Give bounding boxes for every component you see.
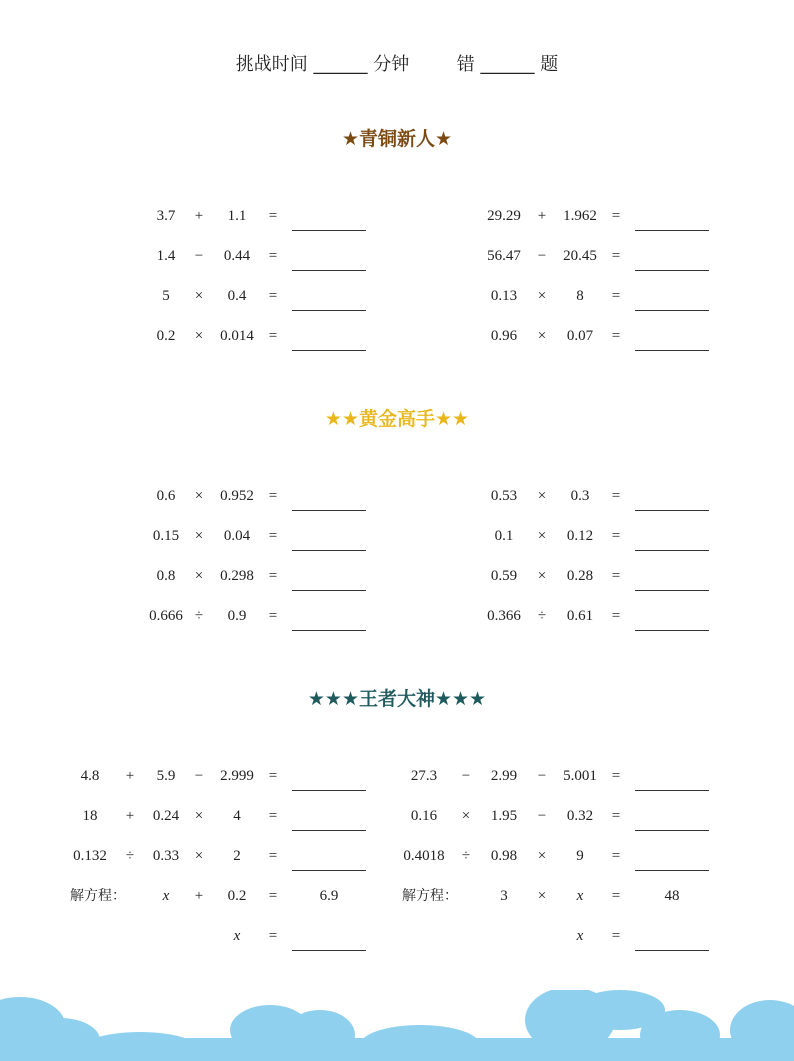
gold-left-answer-4[interactable] (292, 630, 366, 631)
gold-right-row2-term2: × (537, 528, 547, 544)
section-title-gold: ★★黄金高手★★ (324, 408, 470, 430)
king-right-answer-2[interactable] (635, 830, 709, 831)
bronze-left-row2-term2: − (194, 248, 204, 264)
bronze-left-row2-term3: 0.44 (223, 248, 251, 264)
bronze-left-row3-term4: = (268, 288, 278, 304)
gold-right-row1-term4: = (611, 488, 621, 504)
cloud-decoration (0, 990, 794, 1061)
bronze-right-row1-term4: = (611, 208, 621, 224)
bronze-left-row1-term3: 1.1 (227, 208, 247, 224)
bronze-left-row1-term4: = (268, 208, 278, 224)
king-left-answer-3[interactable] (292, 870, 366, 871)
king-left-row1-term4: − (194, 768, 204, 784)
bronze-right-row3-term1: 0.13 (490, 288, 518, 304)
king-left-answer-2[interactable] (292, 830, 366, 831)
bronze-right-row4-term1: 0.96 (490, 328, 518, 344)
bronze-right-answer-1[interactable] (635, 230, 709, 231)
bronze-left-row4-term2: × (194, 328, 204, 344)
gold-left-row3-term2: × (194, 568, 204, 584)
king-right-row2-term2: × (461, 808, 471, 824)
king-right-row2-term6: = (611, 808, 621, 824)
king-right-row3-term1: 0.4018 (403, 848, 445, 864)
gold-left-row3-term1: 0.8 (156, 568, 176, 584)
gold-left-row2-term2: × (194, 528, 204, 544)
king-left-row1-term6: = (268, 768, 278, 784)
bronze-right-row1-term1: 29.29 (487, 208, 521, 224)
gold-right-row3-term4: = (611, 568, 621, 584)
equation-left-op: + (194, 888, 204, 904)
king-right-row2-term3: 1.95 (490, 808, 518, 824)
bronze-left-row4-term4: = (268, 328, 278, 344)
king-right-row1-term5: 5.001 (563, 768, 597, 784)
gold-left-row4-term1: 0.666 (149, 608, 183, 624)
king-right-row1-term2: − (461, 768, 471, 784)
equation-right-answer[interactable] (635, 950, 709, 951)
bronze-right-row1-term2: + (537, 208, 547, 224)
equation-right-equals: = (611, 888, 621, 904)
gold-right-answer-1[interactable] (635, 510, 709, 511)
bronze-right-row1-term3: 1.962 (563, 208, 597, 224)
bronze-right-answer-2[interactable] (635, 270, 709, 271)
king-left-row2-term3: 0.24 (152, 808, 180, 824)
gold-left-row1-term1: 0.6 (156, 488, 176, 504)
gold-right-row1-term3: 0.3 (570, 488, 590, 504)
gold-left-answer-1[interactable] (292, 510, 366, 511)
gold-left-row2-term4: = (268, 528, 278, 544)
gold-right-row4-term4: = (611, 608, 621, 624)
time-label: 挑战时间 (235, 54, 308, 75)
king-left-row2-term4: × (194, 808, 204, 824)
gold-right-row2-term3: 0.12 (566, 528, 594, 544)
king-right-row2-term5: 0.32 (566, 808, 594, 824)
challenge-header (0, 50, 794, 76)
section-title-bronze: ★青铜新人★ (341, 128, 453, 150)
bronze-left-row4-term1: 0.2 (156, 328, 176, 344)
gold-left-answer-2[interactable] (292, 550, 366, 551)
king-right-row1-term1: 27.3 (410, 768, 438, 784)
king-right-row1-term6: = (611, 768, 621, 784)
equation-right-label: 解方程： (402, 888, 458, 904)
equation-left-var: x (162, 888, 170, 904)
bronze-left-row2-term1: 1.4 (156, 248, 176, 264)
bronze-left-answer-2[interactable] (292, 270, 366, 271)
king-left-row1-term3: 5.9 (156, 768, 176, 784)
bronze-right-row2-term2: − (537, 248, 547, 264)
gold-left-row1-term3: 0.952 (220, 488, 254, 504)
gold-left-answer-3[interactable] (292, 590, 366, 591)
bronze-left-row3-term1: 5 (162, 288, 170, 304)
gold-right-row4-term3: 0.61 (566, 608, 594, 624)
gold-right-row4-term2: ÷ (537, 608, 547, 624)
bronze-right-row3-term3: 8 (576, 288, 584, 304)
gold-right-answer-2[interactable] (635, 550, 709, 551)
bronze-right-row2-term4: = (611, 248, 621, 264)
equation-left-solve-var: x (233, 928, 241, 944)
king-left-row1-term1: 4.8 (80, 768, 100, 784)
king-right-row3-term6: = (611, 848, 621, 864)
gold-right-row2-term1: 0.1 (494, 528, 514, 544)
king-left-row3-term1: 0.132 (73, 848, 107, 864)
bronze-right-row4-term2: × (537, 328, 547, 344)
king-right-row3-term2: ÷ (461, 848, 471, 864)
equation-right-op: × (537, 888, 547, 904)
gold-right-row2-term4: = (611, 528, 621, 544)
equation-right-solve-var: x (576, 928, 584, 944)
king-left-row3-term5: 2 (233, 848, 241, 864)
gold-right-row3-term2: × (537, 568, 547, 584)
gold-left-row1-term4: = (268, 488, 278, 504)
king-right-row3-term5: 9 (576, 848, 584, 864)
question-label: 题 (540, 54, 559, 75)
king-left-row2-term6: = (268, 808, 278, 824)
wrong-blank[interactable]: ______ (480, 54, 535, 75)
king-left-row3-term4: × (194, 848, 204, 864)
bronze-left-answer-1[interactable] (292, 230, 366, 231)
equation-left-answer[interactable] (292, 950, 366, 951)
bronze-left-row3-term3: 0.4 (227, 288, 247, 304)
gold-left-row4-term2: ÷ (194, 608, 204, 624)
equation-left-label: 解方程： (70, 888, 126, 904)
bronze-left-row3-term2: × (194, 288, 204, 304)
bronze-right-answer-3[interactable] (635, 310, 709, 311)
king-right-row1-term4: − (537, 768, 547, 784)
king-left-row2-term5: 4 (233, 808, 241, 824)
bronze-right-row3-term4: = (611, 288, 621, 304)
gold-right-row3-term3: 0.28 (566, 568, 594, 584)
king-right-row2-term4: − (537, 808, 547, 824)
king-left-row3-term3: 0.33 (152, 848, 180, 864)
bronze-right-row4-term4: = (611, 328, 621, 344)
gold-right-row4-term1: 0.366 (487, 608, 521, 624)
bronze-right-row3-term2: × (537, 288, 547, 304)
bronze-left-row1-term2: + (194, 208, 204, 224)
king-right-row1-term3: 2.99 (490, 768, 518, 784)
king-right-row3-term4: × (537, 848, 547, 864)
equation-left-solve-equals: = (268, 928, 278, 944)
equation-left-term: 0.2 (227, 888, 247, 904)
bronze-left-row2-term4: = (268, 248, 278, 264)
equation-right-result: 48 (664, 888, 680, 904)
gold-right-answer-3[interactable] (635, 590, 709, 591)
time-blank[interactable]: ______ (313, 54, 368, 75)
bronze-right-row2-term3: 20.45 (563, 248, 597, 264)
wrong-label: 错 (456, 54, 475, 75)
gold-right-row3-term1: 0.59 (490, 568, 518, 584)
bronze-right-answer-4[interactable] (635, 350, 709, 351)
king-left-row3-term2: ÷ (125, 848, 135, 864)
bronze-left-answer-3[interactable] (292, 310, 366, 311)
bronze-right-row4-term3: 0.07 (566, 328, 594, 344)
king-right-row2-term1: 0.16 (410, 808, 438, 824)
king-right-answer-3[interactable] (635, 870, 709, 871)
gold-right-row1-term2: × (537, 488, 547, 504)
bronze-left-row1-term1: 3.7 (156, 208, 176, 224)
gold-right-row1-term1: 0.53 (490, 488, 518, 504)
equation-left-result: 6.9 (319, 888, 339, 904)
minute-label: 分钟 (373, 54, 410, 75)
king-right-answer-1[interactable] (635, 790, 709, 791)
gold-left-row4-term4: = (268, 608, 278, 624)
gold-left-row2-term3: 0.04 (223, 528, 251, 544)
gold-left-row4-term3: 0.9 (227, 608, 247, 624)
king-left-row2-term2: + (125, 808, 135, 824)
bronze-left-row4-term3: 0.014 (220, 328, 254, 344)
equation-left-equals: = (268, 888, 278, 904)
gold-left-row3-term4: = (268, 568, 278, 584)
king-left-row2-term1: 18 (82, 808, 98, 824)
equation-right-term: 3 (500, 888, 508, 904)
bronze-right-row2-term1: 56.47 (487, 248, 521, 264)
king-left-answer-1[interactable] (292, 790, 366, 791)
equation-right-var: x (576, 888, 584, 904)
gold-left-row2-term1: 0.15 (152, 528, 180, 544)
gold-left-row1-term2: × (194, 488, 204, 504)
gold-right-answer-4[interactable] (635, 630, 709, 631)
bronze-left-answer-4[interactable] (292, 350, 366, 351)
equation-right-solve-equals: = (611, 928, 621, 944)
gold-left-row3-term3: 0.298 (220, 568, 254, 584)
king-right-row3-term3: 0.98 (490, 848, 518, 864)
king-left-row3-term6: = (268, 848, 278, 864)
section-title-king: ★★★王者大神★★★ (307, 688, 487, 710)
king-left-row1-term2: + (125, 768, 135, 784)
king-left-row1-term5: 2.999 (220, 768, 254, 784)
